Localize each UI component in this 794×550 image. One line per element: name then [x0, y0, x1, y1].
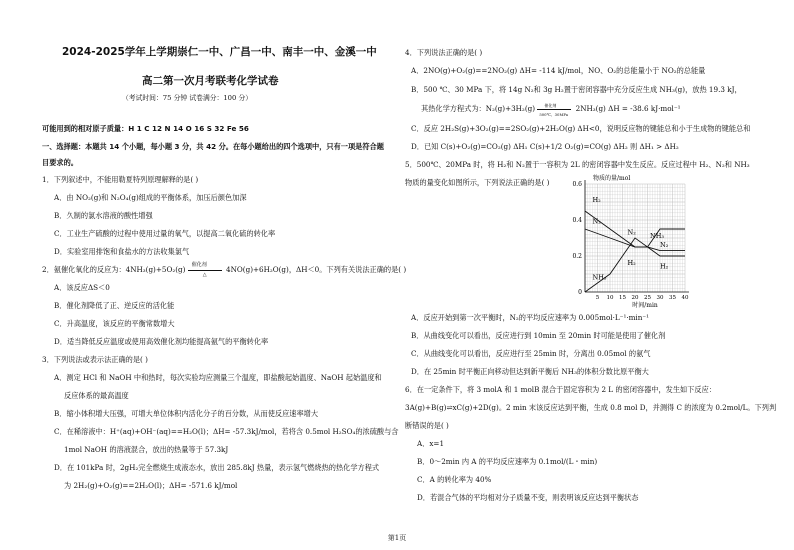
q2-stem-prefix: 2．氨催化氧化的反应为：4NH₃(g)+5O₂(g)	[42, 265, 186, 274]
x-tick-label: 30	[656, 295, 664, 301]
page-number: 第1页	[387, 534, 407, 542]
curve-label: N₂	[660, 241, 669, 249]
q2-option-b: B．催化剂降低了正、逆反应的活化能	[54, 301, 175, 310]
q6-stem-line1: 6．在一定条件下，将 3 molA 和 1 molB 混合于固定容积为 2 L 的密闭容器中，发生如下反应：	[405, 385, 716, 394]
q3-option-c-line1: C．在稀溶液中：H⁺(aq)+OH⁻(aq)==H₂O(l)；ΔH= -57.3kJ/mol，若将含 0.5mol H₂SO₄的浓硫酸与含	[54, 427, 399, 436]
q4-option-c: C．反应 2H₂S(g)+3O₂(g)==2SO₂(g)+2H₂O(g) ΔH<0，说明反应物的键能总和小于生成物的键能总和	[411, 124, 751, 133]
x-tick-label: 35	[669, 295, 676, 301]
x-tick-label: 20	[631, 295, 639, 301]
q5-stem-line2: 物质的量变化如图所示，下列说法正确的是( )	[405, 178, 550, 187]
x-tick-label: 5	[595, 295, 600, 301]
q4-stem: 4．下列说法正确的是( )	[405, 48, 483, 57]
x-tick-label: 40	[681, 295, 689, 301]
q4-option-d: D．已知 C(s)+O₂(g)=CO₂(g) ΔH₁ C(s)+1/2 O₂(g)=CO(g) ΔH₂ 则 ΔH₁ > ΔH₂	[411, 142, 679, 151]
y-tick-label: 0.2	[572, 253, 582, 260]
q4-b-suffix: 2NH₃(g) ΔH = -38.6 kJ·mol⁻¹	[575, 104, 681, 113]
q4-b-prefix: 其热化学方程式为：N₂(g)+3H₂(g)	[421, 104, 536, 113]
section-instructions-1: 一、选择题：本题共 14 个小题，每小题 3 分，共 42 分。在每小题给出的四个选项中，只有一项是符合题	[42, 142, 384, 151]
y-tick-label: 0.4	[572, 217, 582, 224]
q5-stem-line1: 5．500℃、20MPa 时，将 H₂和 N₂置于一容积为 2L 的密闭容器中发生反应。反应过程中 H₂、N₂和 NH₃	[405, 160, 750, 169]
q6-option-a: A．x=1	[417, 439, 445, 448]
q6-option-c: C．A 的转化率为 40%	[417, 475, 492, 484]
q6-option-b: B．0～2min 内 A 的平均反应速率为 0.1mol/(L・min)	[417, 457, 598, 466]
curve-label: N₂	[627, 228, 636, 237]
q3-option-a-line2: 反应体系的最高温度	[64, 391, 129, 400]
q2-option-a: A．该反应ΔS＜0	[54, 283, 110, 292]
q1-option-a: A．由 NO₂(g)和 N₂O₄(g)组成的平衡体系，加压后颜色加深	[54, 193, 247, 202]
q5-option-c: C．从曲线变化可以看出，反应进行至 25min 时，分离出 0.05mol 的氨气	[411, 349, 651, 358]
arrow-heat-label: △	[202, 271, 207, 278]
curve-label: H₂	[592, 196, 601, 204]
q2-stem	[42, 261, 407, 278]
q2-option-c: C．升高温度，该反应的平衡常数增大	[54, 319, 175, 328]
exam-title-line2: 高二第一次月考联考化学试卷	[142, 75, 279, 87]
arrow-catalyst-label: 催化剂	[191, 261, 207, 268]
q4-option-b-line1: B．500 ℃、30 MPa 下，将 14g N₂和 3g H₂置于密闭容器中充分反应生成 NH₃(g)，放热 19.3 kJ，	[411, 85, 742, 94]
q1-option-c: C．工业生产硫酸的过程中使用过量的氧气，以提高二氧化硫的转化率	[54, 229, 276, 238]
q5-chart	[565, 172, 695, 312]
exam-title-line1: 2024-2025学年上学期崇仁一中、广昌一中、南丰一中、金溪一中	[62, 46, 377, 58]
reaction-arrow	[188, 261, 224, 278]
q2-option-d: D．适当降低反应温度或使用高效催化剂均能提高氨气的平衡转化率	[54, 337, 269, 346]
x-tick-label: 15	[619, 295, 626, 301]
q6-stem-line2: 3A(g)+B(g)⇌xC(g)+2D(g)。2 min 末该反应达到平衡，生成 0.8 mol D，并测得 C 的浓度为 0.2mol/L。下列判	[405, 403, 777, 412]
atomic-masses: 可能用到的相对原子质量：H 1 C 12 N 14 O 16 S 32 Fe 56	[42, 124, 249, 133]
arrow-catalyst-label: 催化剂	[544, 102, 557, 108]
q5-option-b: B．从曲线变化可以看出，反应进行到 10min 至 20min 时可能是使用了催化剂	[411, 331, 666, 340]
q5-option-d: D．在 25min 时平衡正向移动但达到新平衡后 NH₃的体积分数比原平衡大	[411, 367, 649, 376]
q2-stem-suffix: 4NO(g)+6H₂O(g)，ΔH＜0。下列有关说法正确的是( )	[226, 265, 407, 274]
arrow-condition-label: 500℃、30MPa	[539, 111, 568, 117]
q4-option-b-line2	[421, 102, 681, 117]
curve-label: NH₃	[650, 232, 664, 240]
y-tick-label: 0	[578, 289, 582, 296]
x-axis-label: 时间/min	[632, 302, 658, 309]
curve-label: N₂	[592, 217, 601, 226]
y-tick-label: 0.6	[572, 181, 582, 188]
q3-stem: 3．下列说法或表示法正确的是( )	[42, 355, 148, 364]
q3-option-a-line1: A．测定 HCl 和 NaOH 中和热时，每次实验均应测量三个温度，即盐酸起始温度、NaOH 起始温度和	[54, 373, 382, 382]
x-tick-label: 25	[644, 295, 651, 301]
section-instructions-2: 目要求的。	[42, 158, 78, 167]
q3-option-c-line2: 1mol NaOH 的溶液混合，放出的热量等于 57.3kJ	[64, 445, 229, 454]
q1-stem: 1．下列叙述中，不能用勒夏特列原理解释的是( )	[42, 175, 199, 184]
reaction-arrow	[537, 102, 573, 117]
q6-option-d: D．若混合气体的平均相对分子质量不变，则表明该反应达到平衡状态	[417, 493, 639, 502]
q1-option-b: B．久制的氯水溶液的酸性增强	[54, 211, 153, 220]
q3-option-d-line2: 为 2H₂(g)+O₂(g)==2H₂O(l)；ΔH= -571.6 kJ/mol	[64, 481, 238, 490]
q6-stem-line3: 断错误的是( )	[405, 421, 449, 430]
curve-label: H₂	[660, 262, 669, 271]
curve-label: NH₃	[592, 273, 607, 282]
q3-option-d-line1: D．在 101kPa 时，2gH₂完全燃烧生成液态水，放出 285.8kJ 热量，表示氢气燃烧热的热化学方程式	[54, 463, 380, 472]
q1-option-d: D．实验室用排饱和食盐水的方法收集氯气	[54, 247, 190, 256]
q5-option-a: A．反应开始到第一次平衡时，N₂的平均反应速率为 0.005mol·L⁻¹·min⁻¹	[411, 313, 650, 322]
y-axis-label: 物质的量/mol	[593, 175, 631, 182]
exam-info: （考试时间：75 分钟 试卷满分：100 分）	[122, 94, 253, 102]
q3-option-b: B．缩小体积增大压强，可增大单位体积内活化分子的百分数，从而使反应速率增大	[54, 409, 319, 418]
x-tick-label: 10	[606, 295, 614, 301]
curve-label: H₂	[627, 259, 636, 267]
q4-option-a: A．2NO(g)+O₂(g)==2NO₂(g) ΔH= -114 kJ/mol，NO、O₂的总能量小于 NO₂的总能量	[411, 66, 706, 75]
